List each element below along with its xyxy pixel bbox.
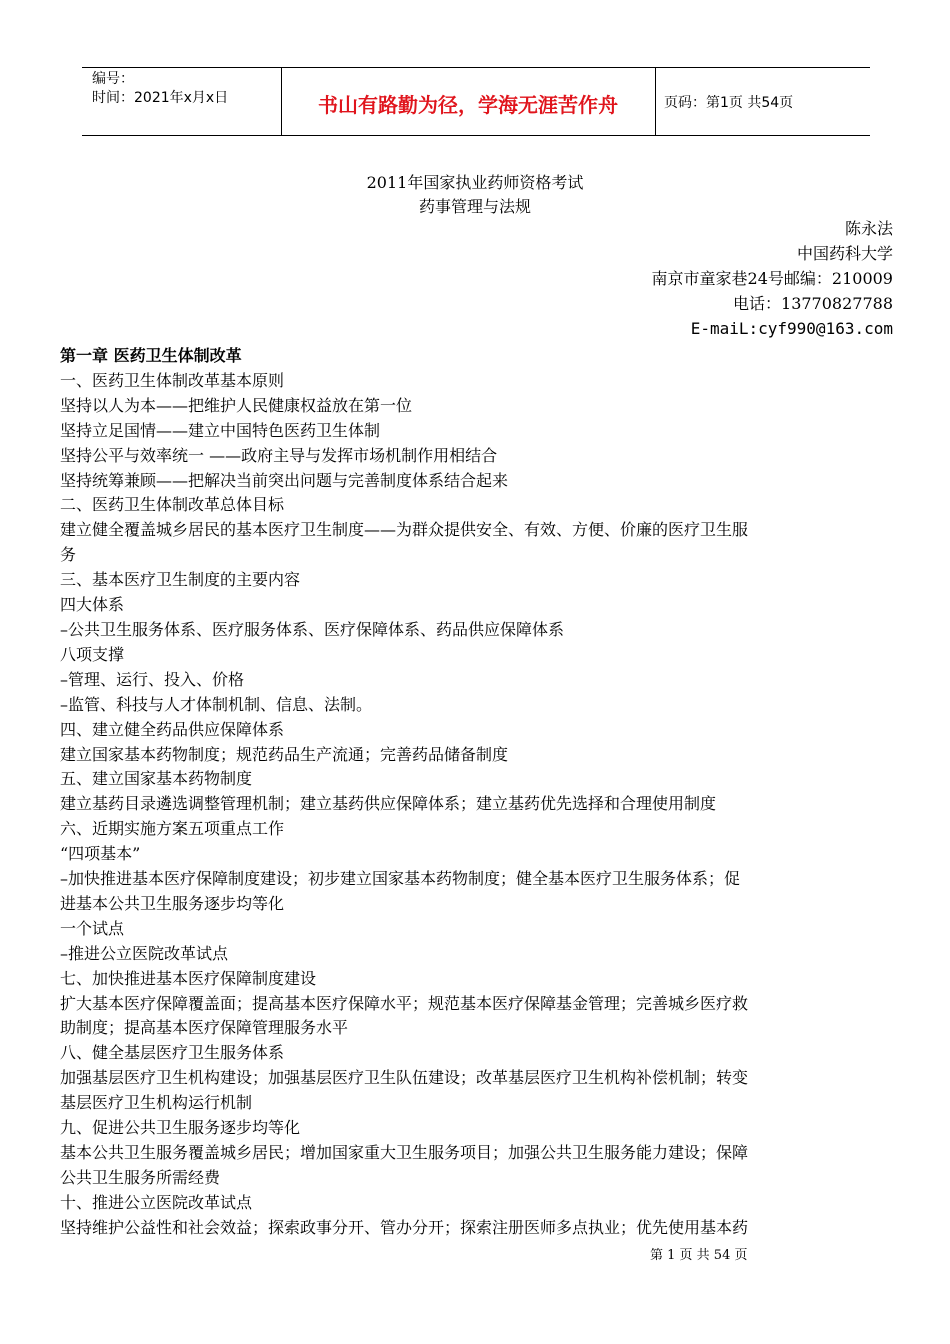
- document-title: 2011年国家执业药师资格考试: [366, 173, 584, 192]
- body-line: 基层医疗卫生机构运行机制: [60, 1093, 253, 1113]
- body-line: 建立基药目录遴选调整管理机制；建立基药供应保障体系；建立基药优先选择和合理使用制度: [60, 794, 717, 814]
- body-line: 务: [60, 545, 77, 565]
- body-line: 建立健全覆盖城乡居民的基本医疗卫生制度——为群众提供安全、有效、方便、价廉的医疗卫生服: [60, 520, 749, 540]
- author-block: [652, 216, 893, 341]
- header-top-rule: [82, 67, 870, 68]
- body-line: 二、医药卫生体制改革总体目标: [60, 495, 285, 515]
- body-line: 坚持立足国情——建立中国特色医药卫生体制: [60, 420, 381, 440]
- body-line: –公共卫生服务体系、医疗服务体系、医疗保障体系、药品供应保障体系: [60, 619, 565, 639]
- author-org: 中国药科大学: [796, 244, 893, 263]
- body-line: 一个试点: [60, 918, 125, 938]
- body-line: 进基本公共卫生服务逐步均等化: [60, 893, 285, 913]
- body-line: 助制度；提高基本医疗保障管理服务水平: [60, 1018, 349, 1038]
- body-line: 扩大基本医疗保障覆盖面；提高基本医疗保障水平；规范基本医疗保障基金管理；完善城乡医疗救: [60, 993, 749, 1013]
- header-bottom-rule: [82, 135, 870, 136]
- body-line: 坚持维护公益性和社会效益；探索政事分开、管办分开；探索注册医师多点执业；优先使用基本药: [60, 1217, 749, 1237]
- body-line: –监管、科技与人才体制机制、信息、法制。: [60, 694, 373, 714]
- author-address: 南京市童家巷24号邮编：210009: [651, 269, 893, 288]
- body-line: 五、建立国家基本药物制度: [60, 769, 253, 789]
- body-line: 十、推进公立医院改革试点: [60, 1192, 253, 1212]
- header-page-info: 页码：第1页 共54页: [664, 95, 794, 111]
- document-subtitle: 药事管理与法规: [418, 197, 531, 216]
- header-date-label: 时间：2021年x月x日: [92, 90, 229, 106]
- body-line: 加强基层医疗卫生机构建设；加强基层医疗卫生队伍建设；改革基层医疗卫生机构补偿机制；转变: [60, 1068, 749, 1088]
- body-line: 八、健全基层医疗卫生服务体系: [60, 1043, 285, 1063]
- author-name: 陈永法: [844, 219, 893, 238]
- chapter-heading: 第一章 医药卫生体制改革: [60, 346, 242, 365]
- body-line: –推进公立医院改革试点: [60, 943, 229, 963]
- body-line: 六、近期实施方案五项重点工作: [60, 819, 285, 839]
- body-line: 四大体系: [60, 595, 125, 615]
- body-line: “四项基本”: [60, 844, 141, 864]
- body-line: 坚持以人为本——把维护人民健康权益放在第一位: [60, 395, 413, 415]
- header-number-label: 编号：: [92, 71, 134, 87]
- body-line: 建立国家基本药物制度；规范药品生产流通；完善药品储备制度: [60, 744, 509, 764]
- body-line: 公共卫生服务所需经费: [60, 1167, 221, 1187]
- header-divider-right: [655, 67, 656, 135]
- body-line: 九、促进公共卫生服务逐步均等化: [60, 1118, 301, 1138]
- author-email: E-maiL:cyf990@163.com: [690, 319, 893, 338]
- body-line: –加快推进基本医疗保障制度建设；初步建立国家基本药物制度；健全基本医疗卫生服务体系；促: [60, 869, 741, 889]
- header-motto: 书山有路勤为径，学海无涯苦作舟: [318, 93, 618, 117]
- body-line: 坚持公平与效率统一 ——政府主导与发挥市场机制作用相结合: [60, 445, 498, 465]
- body-line: 三、基本医疗卫生制度的主要内容: [60, 570, 301, 590]
- body-line: 八项支撑: [60, 644, 125, 664]
- body-line: 四、建立健全药品供应保障体系: [60, 719, 285, 739]
- body-line: 坚持统筹兼顾——把解决当前突出问题与完善制度体系结合起来: [60, 470, 509, 490]
- header-meta: [92, 70, 228, 108]
- body-line: 一、医药卫生体制改革基本原则: [60, 370, 285, 390]
- body-line: 七、加快推进基本医疗保障制度建设: [60, 968, 317, 988]
- document-body: [60, 344, 890, 1241]
- author-phone: 电话：13770827788: [733, 294, 893, 313]
- page-footer: 第 1 页 共 54 页: [650, 1248, 748, 1263]
- body-line: –管理、运行、投入、价格: [60, 669, 245, 689]
- body-line: 基本公共卫生服务覆盖城乡居民；增加国家重大卫生服务项目；加强公共卫生服务能力建设；保障: [60, 1143, 749, 1162]
